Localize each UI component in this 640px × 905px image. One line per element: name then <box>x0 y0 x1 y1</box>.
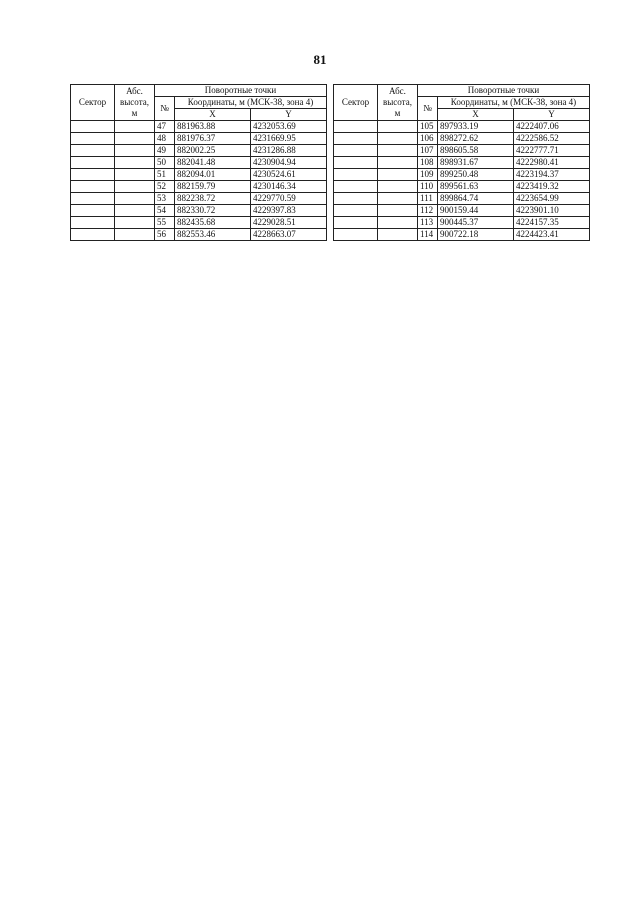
y-coordinate-cell: 4223194.37 <box>513 169 589 181</box>
turning-points-header: Поворотные точки <box>155 85 327 97</box>
point-number-cell: 105 <box>417 121 437 133</box>
point-number-cell: 56 <box>155 229 175 241</box>
sector-cell <box>71 157 115 169</box>
table-row <box>71 217 327 229</box>
altitude-cell <box>377 205 417 217</box>
altitude-header: Абс. высота, м <box>115 85 155 121</box>
number-header: № <box>155 97 175 121</box>
y-coordinate-cell: 4223419.32 <box>513 181 589 193</box>
altitude-cell <box>377 193 417 205</box>
altitude-cell <box>115 133 155 145</box>
y-header: Y <box>513 109 589 121</box>
y-coordinate-cell: 4222777.71 <box>513 145 589 157</box>
sector-cell <box>333 181 377 193</box>
y-coordinate-cell: 4232053.69 <box>251 121 327 133</box>
point-number-cell: 51 <box>155 169 175 181</box>
table-row <box>71 133 327 145</box>
altitude-cell <box>115 181 155 193</box>
point-number-cell: 53 <box>155 193 175 205</box>
sector-cell <box>71 205 115 217</box>
sector-cell <box>333 133 377 145</box>
y-coordinate-cell: 4223654.99 <box>513 193 589 205</box>
altitude-cell <box>115 121 155 133</box>
x-coordinate-cell: 882553.46 <box>175 229 251 241</box>
x-header: X <box>175 109 251 121</box>
altitude-cell <box>115 169 155 181</box>
table-row <box>333 217 589 229</box>
point-number-cell: 54 <box>155 205 175 217</box>
x-coordinate-cell: 882002.25 <box>175 145 251 157</box>
page-number: 81 <box>313 52 327 67</box>
tables-container <box>70 84 590 241</box>
x-coordinate-cell: 881963.88 <box>175 121 251 133</box>
y-coordinate-cell: 4229770.59 <box>251 193 327 205</box>
table-row <box>71 193 327 205</box>
altitude-cell <box>377 217 417 229</box>
table-row <box>71 229 327 241</box>
altitude-cell <box>377 157 417 169</box>
table-row <box>333 229 589 241</box>
number-header: № <box>417 97 437 121</box>
point-number-cell: 50 <box>155 157 175 169</box>
table-row <box>71 157 327 169</box>
x-coordinate-cell: 900159.44 <box>437 205 513 217</box>
y-coordinate-cell: 4231286.88 <box>251 145 327 157</box>
point-number-cell: 55 <box>155 217 175 229</box>
sector-cell <box>333 157 377 169</box>
point-number-cell: 107 <box>417 145 437 157</box>
x-coordinate-cell: 898605.58 <box>437 145 513 157</box>
sector-cell <box>71 229 115 241</box>
point-number-cell: 106 <box>417 133 437 145</box>
table-body <box>71 121 327 241</box>
y-coordinate-cell: 4230904.94 <box>251 157 327 169</box>
altitude-cell <box>115 205 155 217</box>
table-row <box>71 205 327 217</box>
sector-cell <box>333 193 377 205</box>
point-number-cell: 113 <box>417 217 437 229</box>
y-coordinate-cell: 4222980.41 <box>513 157 589 169</box>
x-coordinate-cell: 899864.74 <box>437 193 513 205</box>
point-number-cell: 109 <box>417 169 437 181</box>
y-coordinate-cell: 4229397.83 <box>251 205 327 217</box>
y-coordinate-cell: 4224423.41 <box>513 229 589 241</box>
point-number-cell: 108 <box>417 157 437 169</box>
x-coordinate-cell: 882159.79 <box>175 181 251 193</box>
coordinates-header: Координаты, м (МСК-38, зона 4) <box>437 97 589 109</box>
table-row <box>333 205 589 217</box>
point-number-cell: 49 <box>155 145 175 157</box>
sector-cell <box>71 193 115 205</box>
x-coordinate-cell: 881976.37 <box>175 133 251 145</box>
y-coordinate-cell: 4228663.07 <box>251 229 327 241</box>
point-number-cell: 52 <box>155 181 175 193</box>
table-body <box>333 121 589 241</box>
sector-header: Сектор <box>333 85 377 121</box>
table-row <box>333 121 589 133</box>
sector-cell <box>333 205 377 217</box>
altitude-cell <box>377 121 417 133</box>
altitude-cell <box>377 181 417 193</box>
y-coordinate-cell: 4230146.34 <box>251 181 327 193</box>
x-coordinate-cell: 882238.72 <box>175 193 251 205</box>
point-number-cell: 110 <box>417 181 437 193</box>
sector-cell <box>333 145 377 157</box>
sector-cell <box>71 217 115 229</box>
x-coordinate-cell: 899561.63 <box>437 181 513 193</box>
table-row <box>333 181 589 193</box>
y-coordinate-cell: 4223901.10 <box>513 205 589 217</box>
coordinates-table-left <box>70 84 327 241</box>
coordinates-table-right <box>333 84 590 241</box>
x-coordinate-cell: 882094.01 <box>175 169 251 181</box>
altitude-cell <box>115 229 155 241</box>
table-row <box>71 169 327 181</box>
y-coordinate-cell: 4230524.61 <box>251 169 327 181</box>
point-number-cell: 114 <box>417 229 437 241</box>
y-coordinate-cell: 4229028.51 <box>251 217 327 229</box>
altitude-cell <box>115 193 155 205</box>
altitude-cell <box>377 145 417 157</box>
sector-cell <box>71 145 115 157</box>
sector-cell <box>333 169 377 181</box>
point-number-cell: 111 <box>417 193 437 205</box>
x-coordinate-cell: 898272.62 <box>437 133 513 145</box>
coordinates-header: Координаты, м (МСК-38, зона 4) <box>175 97 327 109</box>
sector-cell <box>71 169 115 181</box>
point-number-cell: 47 <box>155 121 175 133</box>
y-coordinate-cell: 4222407.06 <box>513 121 589 133</box>
altitude-cell <box>377 169 417 181</box>
table-row <box>333 193 589 205</box>
sector-cell <box>333 229 377 241</box>
x-coordinate-cell: 899250.48 <box>437 169 513 181</box>
altitude-cell <box>115 157 155 169</box>
sector-cell <box>333 121 377 133</box>
altitude-cell <box>377 133 417 145</box>
table-row <box>71 145 327 157</box>
altitude-cell <box>115 145 155 157</box>
x-coordinate-cell: 900445.37 <box>437 217 513 229</box>
table-row <box>333 133 589 145</box>
table-row <box>333 157 589 169</box>
x-coordinate-cell: 898931.67 <box>437 157 513 169</box>
sector-header: Сектор <box>71 85 115 121</box>
altitude-header: Абс. высота, м <box>377 85 417 121</box>
y-coordinate-cell: 4222586.52 <box>513 133 589 145</box>
x-coordinate-cell: 900722.18 <box>437 229 513 241</box>
altitude-cell <box>115 217 155 229</box>
sector-cell <box>71 181 115 193</box>
table-row <box>71 121 327 133</box>
sector-cell <box>71 133 115 145</box>
y-coordinate-cell: 4231669.95 <box>251 133 327 145</box>
altitude-cell <box>377 229 417 241</box>
table-row <box>333 169 589 181</box>
x-coordinate-cell: 897933.19 <box>437 121 513 133</box>
sector-cell <box>71 121 115 133</box>
x-header: X <box>437 109 513 121</box>
table-row <box>333 145 589 157</box>
x-coordinate-cell: 882041.48 <box>175 157 251 169</box>
point-number-cell: 112 <box>417 205 437 217</box>
turning-points-header: Поворотные точки <box>417 85 589 97</box>
y-coordinate-cell: 4224157.35 <box>513 217 589 229</box>
point-number-cell: 48 <box>155 133 175 145</box>
sector-cell <box>333 217 377 229</box>
x-coordinate-cell: 882435.68 <box>175 217 251 229</box>
table-row <box>71 181 327 193</box>
y-header: Y <box>251 109 327 121</box>
x-coordinate-cell: 882330.72 <box>175 205 251 217</box>
